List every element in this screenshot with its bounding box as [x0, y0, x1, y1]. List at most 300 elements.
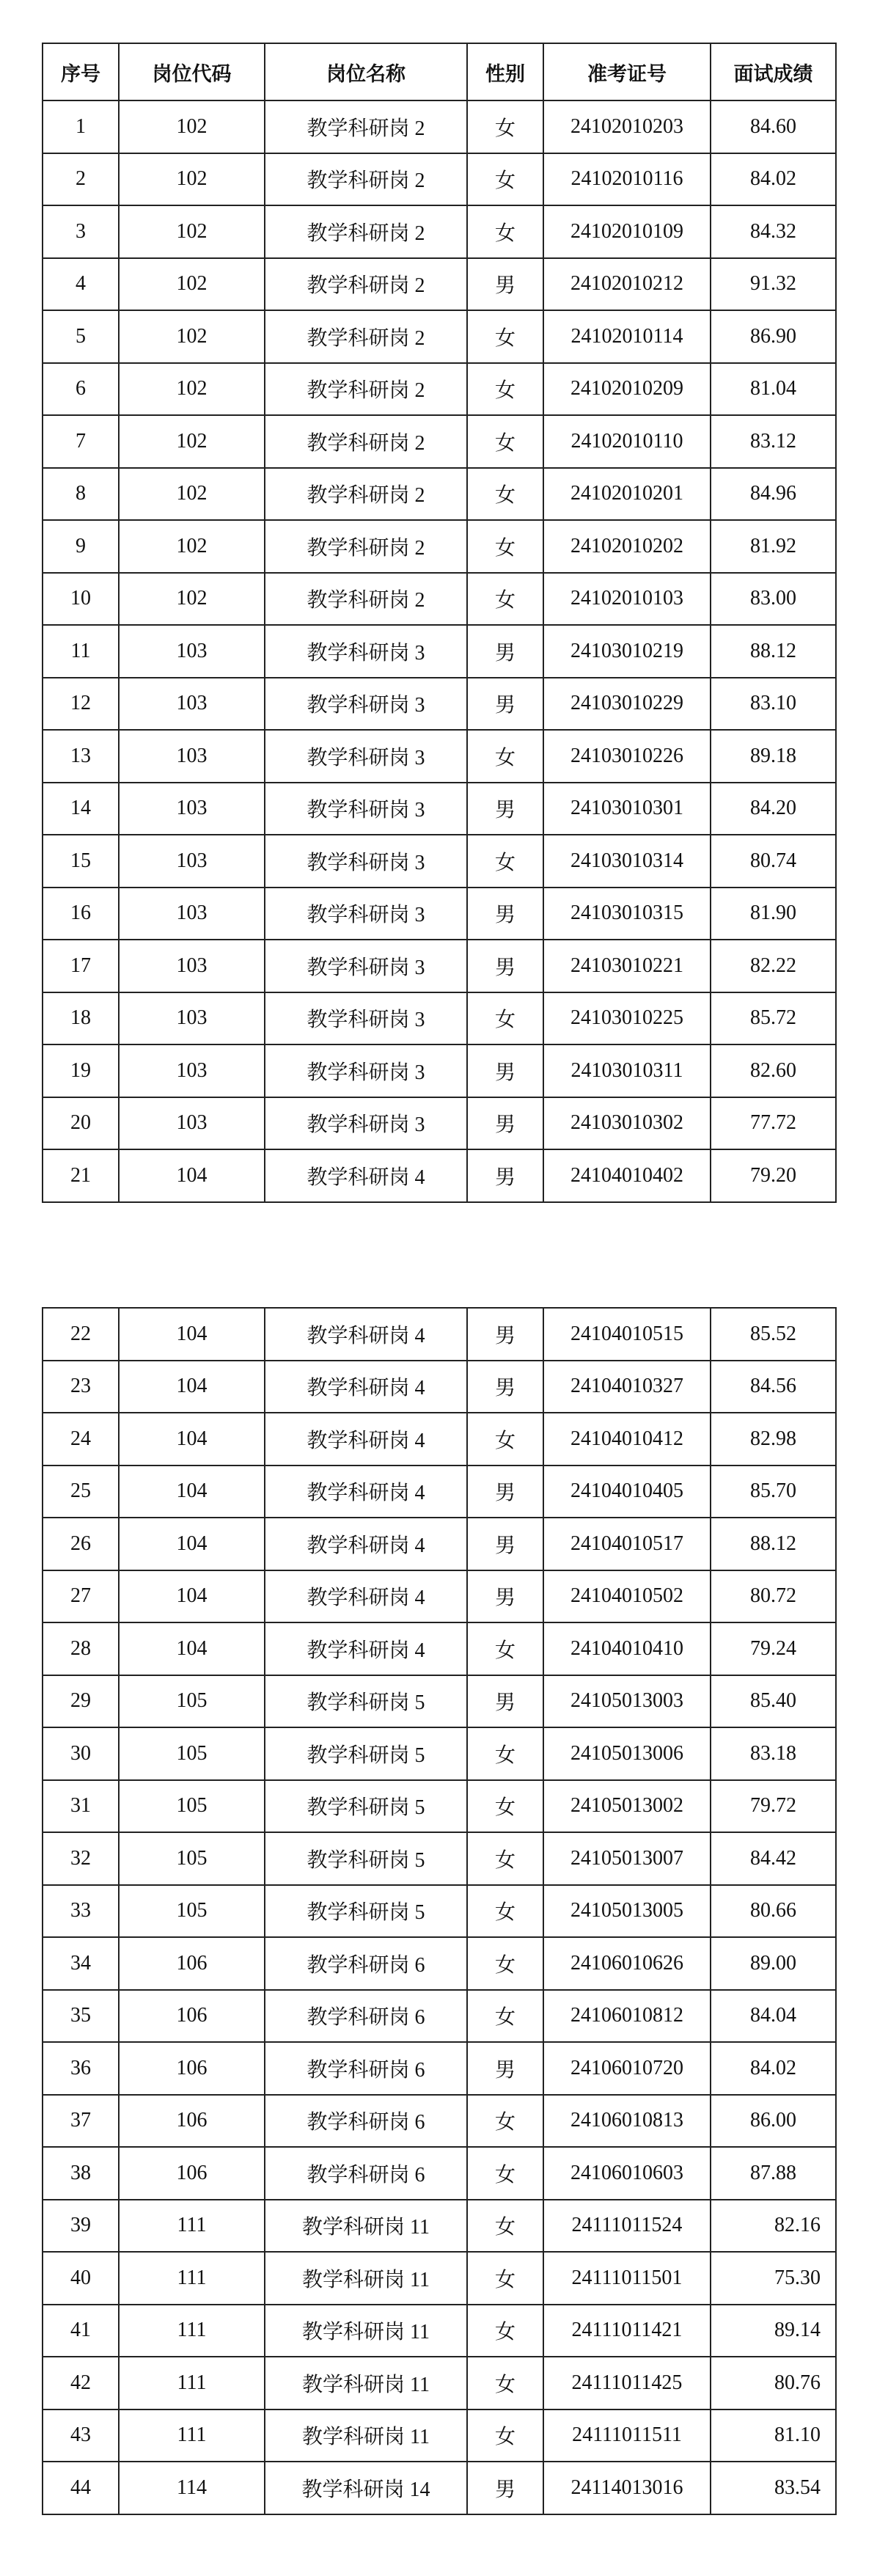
position-code-cell: 106 — [119, 2095, 265, 2148]
position-code-cell: 104 — [119, 1622, 265, 1675]
table-row — [43, 1780, 836, 1833]
exam-number-cell: 24104010412 — [543, 1413, 711, 1466]
serial-cell: 8 — [43, 468, 119, 521]
exam-number-cell: 24104010405 — [543, 1466, 711, 1518]
exam-number-cell: 24104010515 — [543, 1308, 711, 1361]
score-cell: 85.72 — [711, 992, 836, 1045]
exam-number-cell: 24103010314 — [543, 835, 711, 888]
serial-cell: 10 — [43, 573, 119, 626]
score-cell: 80.72 — [711, 1570, 836, 1623]
serial-cell: 2 — [43, 153, 119, 206]
position-code-cell: 106 — [119, 1990, 265, 2043]
header-serial: 序号 — [43, 43, 119, 100]
score-cell: 80.76 — [711, 2357, 836, 2409]
position-code-cell: 105 — [119, 1780, 265, 1833]
score-cell: 84.20 — [711, 783, 836, 835]
gender-cell: 男 — [467, 888, 543, 940]
position-code-cell: 102 — [119, 310, 265, 363]
serial-cell: 14 — [43, 783, 119, 835]
serial-cell: 6 — [43, 363, 119, 416]
gender-cell: 男 — [467, 2042, 543, 2095]
serial-cell: 7 — [43, 415, 119, 468]
exam-number-cell: 24102010116 — [543, 153, 711, 206]
score-cell: 81.04 — [711, 363, 836, 416]
table-row — [43, 783, 836, 835]
position-name-cell: 教学科研岗 2 — [265, 153, 467, 206]
table-row — [43, 1413, 836, 1466]
table-row — [43, 2042, 836, 2095]
position-name-cell: 教学科研岗 2 — [265, 310, 467, 363]
table-row — [43, 205, 836, 258]
gender-cell: 男 — [467, 258, 543, 311]
table-row — [43, 1518, 836, 1570]
score-cell: 88.12 — [711, 1518, 836, 1570]
exam-number-cell: 24111011425 — [543, 2357, 711, 2409]
score-cell: 83.54 — [711, 2462, 836, 2514]
exam-number-cell: 24111011501 — [543, 2252, 711, 2305]
exam-number-cell: 24103010219 — [543, 625, 711, 678]
serial-cell: 15 — [43, 835, 119, 888]
gender-cell: 女 — [467, 730, 543, 783]
position-name-cell: 教学科研岗 2 — [265, 468, 467, 521]
position-code-cell: 103 — [119, 1044, 265, 1097]
position-code-cell: 104 — [119, 1149, 265, 1202]
position-name-cell: 教学科研岗 6 — [265, 1937, 467, 1990]
gender-cell: 女 — [467, 310, 543, 363]
exam-number-cell: 24105013007 — [543, 1832, 711, 1885]
position-code-cell: 106 — [119, 2147, 265, 2200]
table-row — [43, 2305, 836, 2357]
serial-cell: 17 — [43, 940, 119, 992]
exam-number-cell: 24104010402 — [543, 1149, 711, 1202]
exam-number-cell: 24103010301 — [543, 783, 711, 835]
gender-cell: 男 — [467, 1466, 543, 1518]
gender-cell: 男 — [467, 1149, 543, 1202]
gender-cell: 女 — [467, 1832, 543, 1885]
position-name-cell: 教学科研岗 6 — [265, 1990, 467, 2043]
exam-number-cell: 24102010201 — [543, 468, 711, 521]
exam-number-cell: 24111011421 — [543, 2305, 711, 2357]
position-code-cell: 102 — [119, 363, 265, 416]
exam-number-cell: 24103010302 — [543, 1097, 711, 1150]
table-row — [43, 258, 836, 311]
serial-cell: 37 — [43, 2095, 119, 2148]
position-name-cell: 教学科研岗 3 — [265, 678, 467, 731]
gender-cell: 女 — [467, 1413, 543, 1466]
serial-cell: 20 — [43, 1097, 119, 1150]
table-row — [43, 310, 836, 363]
table-row — [43, 1044, 836, 1097]
serial-cell: 18 — [43, 992, 119, 1045]
position-code-cell: 104 — [119, 1361, 265, 1413]
table-body-part1 — [43, 100, 836, 1202]
position-code-cell: 103 — [119, 992, 265, 1045]
score-cell: 77.72 — [711, 1097, 836, 1150]
gender-cell: 女 — [467, 415, 543, 468]
position-name-cell: 教学科研岗 4 — [265, 1570, 467, 1623]
exam-number-cell: 24103010315 — [543, 888, 711, 940]
score-cell: 81.10 — [711, 2409, 836, 2462]
serial-cell: 40 — [43, 2252, 119, 2305]
table-row — [43, 2462, 836, 2514]
gender-cell: 男 — [467, 1044, 543, 1097]
score-cell: 85.52 — [711, 1308, 836, 1361]
position-name-cell: 教学科研岗 6 — [265, 2147, 467, 2200]
header-row — [43, 43, 836, 100]
position-code-cell: 103 — [119, 940, 265, 992]
score-table-part1 — [42, 43, 837, 1203]
serial-cell: 33 — [43, 1885, 119, 1938]
header-position-code: 岗位代码 — [119, 43, 265, 100]
table-row — [43, 835, 836, 888]
serial-cell: 43 — [43, 2409, 119, 2462]
position-name-cell: 教学科研岗 2 — [265, 100, 467, 153]
position-name-cell: 教学科研岗 2 — [265, 520, 467, 573]
position-code-cell: 111 — [119, 2252, 265, 2305]
score-cell: 89.00 — [711, 1937, 836, 1990]
gender-cell: 女 — [467, 363, 543, 416]
position-code-cell: 103 — [119, 835, 265, 888]
serial-cell: 9 — [43, 520, 119, 573]
table-row — [43, 1727, 836, 1780]
position-name-cell: 教学科研岗 4 — [265, 1361, 467, 1413]
serial-cell: 19 — [43, 1044, 119, 1097]
score-cell: 83.00 — [711, 573, 836, 626]
table-row — [43, 2357, 836, 2409]
header-gender: 性别 — [467, 43, 543, 100]
position-name-cell: 教学科研岗 11 — [265, 2305, 467, 2357]
score-cell: 75.30 — [711, 2252, 836, 2305]
gender-cell: 女 — [467, 2200, 543, 2253]
score-cell: 84.02 — [711, 2042, 836, 2095]
serial-cell: 38 — [43, 2147, 119, 2200]
exam-number-cell: 24111011511 — [543, 2409, 711, 2462]
exam-number-cell: 24102010212 — [543, 258, 711, 311]
serial-cell: 31 — [43, 1780, 119, 1833]
exam-number-cell: 24111011524 — [543, 2200, 711, 2253]
position-code-cell: 114 — [119, 2462, 265, 2514]
score-cell: 81.92 — [711, 520, 836, 573]
serial-cell: 25 — [43, 1466, 119, 1518]
score-cell: 80.66 — [711, 1885, 836, 1938]
serial-cell: 30 — [43, 1727, 119, 1780]
gender-cell: 男 — [467, 625, 543, 678]
position-name-cell: 教学科研岗 4 — [265, 1518, 467, 1570]
exam-number-cell: 24103010226 — [543, 730, 711, 783]
score-cell: 85.70 — [711, 1466, 836, 1518]
table-row — [43, 2147, 836, 2200]
position-name-cell: 教学科研岗 5 — [265, 1675, 467, 1728]
serial-cell: 5 — [43, 310, 119, 363]
score-cell: 89.14 — [711, 2305, 836, 2357]
serial-cell: 4 — [43, 258, 119, 311]
position-name-cell: 教学科研岗 4 — [265, 1308, 467, 1361]
gender-cell: 女 — [467, 1780, 543, 1833]
table-row — [43, 1308, 836, 1361]
gender-cell: 男 — [467, 940, 543, 992]
table-row — [43, 1675, 836, 1728]
table-row — [43, 100, 836, 153]
position-name-cell: 教学科研岗 5 — [265, 1832, 467, 1885]
score-cell: 84.42 — [711, 1832, 836, 1885]
exam-number-cell: 24106010812 — [543, 1990, 711, 2043]
table-row — [43, 468, 836, 521]
position-code-cell: 104 — [119, 1308, 265, 1361]
position-name-cell: 教学科研岗 4 — [265, 1413, 467, 1466]
table-row — [43, 730, 836, 783]
position-code-cell: 102 — [119, 153, 265, 206]
score-cell: 82.16 — [711, 2200, 836, 2253]
position-name-cell: 教学科研岗 11 — [265, 2357, 467, 2409]
exam-number-cell: 24106010603 — [543, 2147, 711, 2200]
gender-cell: 男 — [467, 1518, 543, 1570]
exam-number-cell: 24102010110 — [543, 415, 711, 468]
score-cell: 79.20 — [711, 1149, 836, 1202]
gender-cell: 女 — [467, 992, 543, 1045]
gender-cell: 女 — [467, 520, 543, 573]
score-cell: 84.96 — [711, 468, 836, 521]
score-cell: 79.72 — [711, 1780, 836, 1833]
position-code-cell: 105 — [119, 1675, 265, 1728]
score-cell: 88.12 — [711, 625, 836, 678]
score-cell: 84.60 — [711, 100, 836, 153]
serial-cell: 27 — [43, 1570, 119, 1623]
exam-number-cell: 24106010720 — [543, 2042, 711, 2095]
position-code-cell: 102 — [119, 415, 265, 468]
score-cell: 82.98 — [711, 1413, 836, 1466]
score-cell: 84.56 — [711, 1361, 836, 1413]
serial-cell: 32 — [43, 1832, 119, 1885]
position-code-cell: 104 — [119, 1466, 265, 1518]
position-name-cell: 教学科研岗 2 — [265, 363, 467, 416]
exam-number-cell: 24106010626 — [543, 1937, 711, 1990]
gender-cell: 女 — [467, 573, 543, 626]
score-cell: 82.60 — [711, 1044, 836, 1097]
score-cell: 79.24 — [711, 1622, 836, 1675]
table-row — [43, 678, 836, 731]
score-cell: 82.22 — [711, 940, 836, 992]
position-code-cell: 111 — [119, 2305, 265, 2357]
exam-number-cell: 24105013002 — [543, 1780, 711, 1833]
serial-cell: 26 — [43, 1518, 119, 1570]
table-row — [43, 2095, 836, 2148]
position-code-cell: 102 — [119, 520, 265, 573]
position-code-cell: 106 — [119, 1937, 265, 1990]
position-code-cell: 103 — [119, 1097, 265, 1150]
serial-cell: 28 — [43, 1622, 119, 1675]
table-row — [43, 573, 836, 626]
gender-cell: 女 — [467, 100, 543, 153]
position-name-cell: 教学科研岗 2 — [265, 573, 467, 626]
position-code-cell: 104 — [119, 1518, 265, 1570]
exam-number-cell: 24105013003 — [543, 1675, 711, 1728]
score-cell: 85.40 — [711, 1675, 836, 1728]
position-code-cell: 106 — [119, 2042, 265, 2095]
gender-cell: 女 — [467, 1622, 543, 1675]
position-name-cell: 教学科研岗 11 — [265, 2409, 467, 2462]
serial-cell: 1 — [43, 100, 119, 153]
table-row — [43, 1466, 836, 1518]
position-name-cell: 教学科研岗 14 — [265, 2462, 467, 2514]
table-row — [43, 1361, 836, 1413]
exam-number-cell: 24114013016 — [543, 2462, 711, 2514]
score-cell: 83.12 — [711, 415, 836, 468]
position-name-cell: 教学科研岗 4 — [265, 1466, 467, 1518]
position-code-cell: 111 — [119, 2357, 265, 2409]
position-name-cell: 教学科研岗 5 — [265, 1727, 467, 1780]
table-row — [43, 2200, 836, 2253]
score-cell: 83.10 — [711, 678, 836, 731]
score-cell: 80.74 — [711, 835, 836, 888]
serial-cell: 36 — [43, 2042, 119, 2095]
position-code-cell: 104 — [119, 1570, 265, 1623]
position-name-cell: 教学科研岗 5 — [265, 1885, 467, 1938]
exam-number-cell: 24106010813 — [543, 2095, 711, 2148]
position-name-cell: 教学科研岗 3 — [265, 1097, 467, 1150]
exam-number-cell: 24102010103 — [543, 573, 711, 626]
position-code-cell: 103 — [119, 888, 265, 940]
gender-cell: 女 — [467, 2409, 543, 2462]
exam-number-cell: 24102010209 — [543, 363, 711, 416]
exam-number-cell: 24103010225 — [543, 992, 711, 1045]
table-row — [43, 363, 836, 416]
gender-cell: 男 — [467, 783, 543, 835]
position-name-cell: 教学科研岗 2 — [265, 205, 467, 258]
position-code-cell: 102 — [119, 100, 265, 153]
table-row — [43, 1937, 836, 1990]
position-name-cell: 教学科研岗 11 — [265, 2200, 467, 2253]
position-code-cell: 102 — [119, 205, 265, 258]
exam-number-cell: 24105013005 — [543, 1885, 711, 1938]
position-name-cell: 教学科研岗 3 — [265, 992, 467, 1045]
table-row — [43, 992, 836, 1045]
position-code-cell: 111 — [119, 2409, 265, 2462]
table-row — [43, 1622, 836, 1675]
table-row — [43, 520, 836, 573]
gender-cell: 男 — [467, 1570, 543, 1623]
serial-cell: 3 — [43, 205, 119, 258]
serial-cell: 41 — [43, 2305, 119, 2357]
score-cell: 86.90 — [711, 310, 836, 363]
exam-number-cell: 24104010502 — [543, 1570, 711, 1623]
gender-cell: 男 — [467, 1675, 543, 1728]
serial-cell: 16 — [43, 888, 119, 940]
table-row — [43, 1570, 836, 1623]
serial-cell: 34 — [43, 1937, 119, 1990]
position-name-cell: 教学科研岗 6 — [265, 2095, 467, 2148]
gender-cell: 女 — [467, 1937, 543, 1990]
position-name-cell: 教学科研岗 2 — [265, 258, 467, 311]
score-cell: 84.04 — [711, 1990, 836, 2043]
gender-cell: 男 — [467, 1097, 543, 1150]
serial-cell: 29 — [43, 1675, 119, 1728]
gender-cell: 男 — [467, 678, 543, 731]
exam-number-cell: 24103010311 — [543, 1044, 711, 1097]
position-name-cell: 教学科研岗 3 — [265, 625, 467, 678]
gender-cell: 女 — [467, 2252, 543, 2305]
table-body-part2 — [43, 1308, 836, 2514]
position-code-cell: 111 — [119, 2200, 265, 2253]
exam-number-cell: 24102010114 — [543, 310, 711, 363]
table-row — [43, 415, 836, 468]
exam-number-cell: 24102010109 — [543, 205, 711, 258]
table-row — [43, 940, 836, 992]
position-name-cell: 教学科研岗 3 — [265, 783, 467, 835]
score-table-part2 — [42, 1307, 837, 2515]
serial-cell: 13 — [43, 730, 119, 783]
score-cell: 81.90 — [711, 888, 836, 940]
serial-cell: 44 — [43, 2462, 119, 2514]
score-cell: 91.32 — [711, 258, 836, 311]
gender-cell: 女 — [467, 205, 543, 258]
table-row — [43, 2409, 836, 2462]
gender-cell: 男 — [467, 1361, 543, 1413]
serial-cell: 23 — [43, 1361, 119, 1413]
header-position-name: 岗位名称 — [265, 43, 467, 100]
gender-cell: 男 — [467, 1308, 543, 1361]
exam-number-cell: 24102010202 — [543, 520, 711, 573]
serial-cell: 21 — [43, 1149, 119, 1202]
table-row — [43, 888, 836, 940]
table-row — [43, 1885, 836, 1938]
position-code-cell: 102 — [119, 468, 265, 521]
exam-number-cell: 24104010517 — [543, 1518, 711, 1570]
position-code-cell: 102 — [119, 258, 265, 311]
gender-cell: 女 — [467, 468, 543, 521]
serial-cell: 42 — [43, 2357, 119, 2409]
score-cell: 87.88 — [711, 2147, 836, 2200]
score-cell: 86.00 — [711, 2095, 836, 2148]
gender-cell: 女 — [467, 2095, 543, 2148]
position-name-cell: 教学科研岗 3 — [265, 888, 467, 940]
exam-number-cell: 24103010229 — [543, 678, 711, 731]
position-name-cell: 教学科研岗 2 — [265, 415, 467, 468]
position-code-cell: 103 — [119, 783, 265, 835]
exam-number-cell: 24104010410 — [543, 1622, 711, 1675]
table-row — [43, 2252, 836, 2305]
position-name-cell: 教学科研岗 3 — [265, 1044, 467, 1097]
position-code-cell: 102 — [119, 573, 265, 626]
score-cell: 89.18 — [711, 730, 836, 783]
table-row — [43, 153, 836, 206]
position-name-cell: 教学科研岗 4 — [265, 1622, 467, 1675]
gender-cell: 女 — [467, 1885, 543, 1938]
gender-cell: 女 — [467, 2147, 543, 2200]
gender-cell: 女 — [467, 1727, 543, 1780]
score-cell: 84.02 — [711, 153, 836, 206]
position-code-cell: 103 — [119, 625, 265, 678]
exam-number-cell: 24104010327 — [543, 1361, 711, 1413]
table-row — [43, 1832, 836, 1885]
position-code-cell: 105 — [119, 1727, 265, 1780]
position-code-cell: 103 — [119, 730, 265, 783]
serial-cell: 39 — [43, 2200, 119, 2253]
position-code-cell: 104 — [119, 1413, 265, 1466]
gender-cell: 女 — [467, 2305, 543, 2357]
serial-cell: 24 — [43, 1413, 119, 1466]
exam-number-cell: 24105013006 — [543, 1727, 711, 1780]
gender-cell: 女 — [467, 835, 543, 888]
gender-cell: 男 — [467, 2462, 543, 2514]
serial-cell: 12 — [43, 678, 119, 731]
position-code-cell: 105 — [119, 1832, 265, 1885]
position-name-cell: 教学科研岗 5 — [265, 1780, 467, 1833]
table-row — [43, 1149, 836, 1202]
position-code-cell: 103 — [119, 678, 265, 731]
position-name-cell: 教学科研岗 6 — [265, 2042, 467, 2095]
serial-cell: 11 — [43, 625, 119, 678]
serial-cell: 22 — [43, 1308, 119, 1361]
